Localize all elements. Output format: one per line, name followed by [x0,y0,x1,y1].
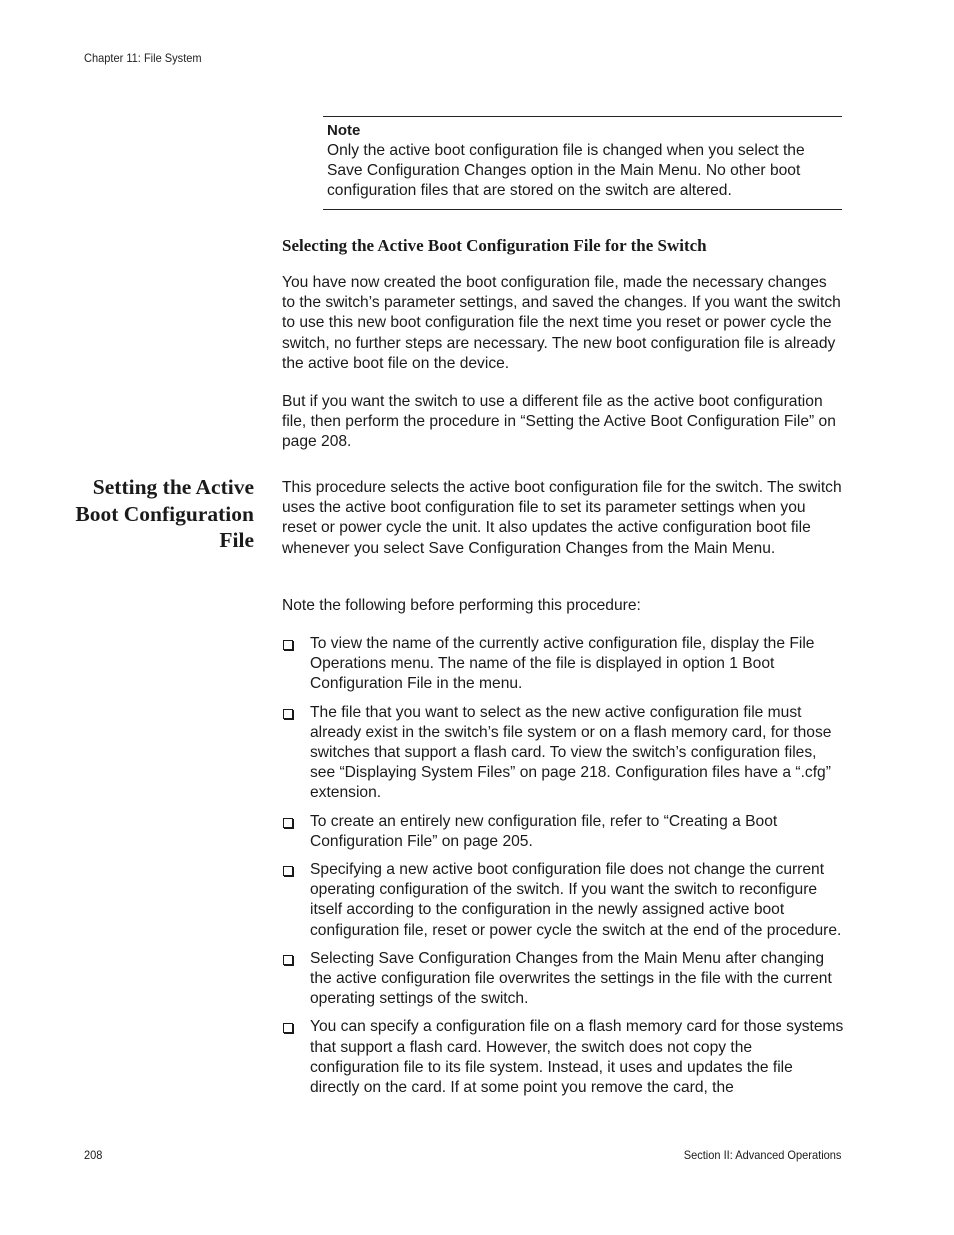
list-item [282,812,844,852]
list-item-text: Selecting Save Configuration Changes from the Main Menu after changing the active configuration file overwrites the settings in the file with the current operating settings of the switch. [310,949,832,1008]
selecting-paragraph-2: But if you want the switch to use a different file as the active boot configuration file, then perform the procedure in “Setting the Active Boot Configuration File” on page 208. [282,393,836,451]
list-item [282,949,844,1010]
checkbox-bullet-icon [283,955,293,965]
checkbox-bullet-icon [283,1023,293,1033]
checkbox-bullet-icon [283,818,293,828]
bullet-list [282,634,844,1106]
setting-heading: Setting the Active Boot Configuration File [75,475,254,552]
selecting-paragraph-1: You have now created the boot configuration file, made the necessary changes to the switch’s parameter settings, and saved the changes. If you want the switch to use this new boot configuration file the next time you reset or power cycle the switch, no further steps are necessary. The new boot configuration file is already the active boot file on the device. [282,274,841,372]
list-item [282,703,844,804]
selecting-heading: Selecting the Active Boot Configuration File for the Switch [282,236,707,255]
setting-lead: Note the following before performing this procedure: [282,597,641,614]
list-item [282,1017,844,1098]
list-item-text: To create an entirely new configuration file, refer to “Creating a Boot Configuration File” on page 205. [310,812,778,850]
note-box [323,116,842,210]
running-header: Chapter 11: File System [84,51,202,65]
list-item-text: To view the name of the currently active configuration file, display the File Operations menu. The name of the file is displayed in option 1 Boot Configuration File in the menu. [310,635,815,693]
running-footer-section: Section II: Advanced Operations [683,1148,841,1162]
list-item-text: Specifying a new active boot configuration file does not change the current operating configuration of the switch. If you want the switch to reconfigure itself according to the configuration in the newly assigned active boot configuration file, reset or power cycle the switch at the end of the procedure. [310,861,842,939]
list-item-text: The file that you want to select as the new active configuration file must already exist in the switch’s file system or on a flash memory card, for those switches that support a flash card. To view the switch’s configuration files, see “Displaying System Files” on page 218. Configuration files have a “.cfg” extension. [310,703,832,802]
page-number: 208 [84,1148,103,1162]
checkbox-bullet-icon [283,640,293,650]
note-body: Only the active boot configuration file is changed when you select the Save Configuration Changes option in the Main Menu. No other boot configuration files that are stored on the switch are altered. [327,142,805,200]
list-item [282,634,844,695]
list-item [282,860,844,941]
list-item-text: You can specify a configuration file on a flash memory card for those systems that support a flash card. However, the switch does not copy the configuration file to its file system. Instead, it uses and updates the file directly on the card. If at some point you remove the card, the [310,1018,844,1097]
checkbox-bullet-icon [283,866,293,876]
checkbox-bullet-icon [283,709,293,719]
note-title: Note [327,122,361,139]
setting-intro: This procedure selects the active boot configuration file for the switch. The switch uses the active boot configuration file to set its parameter settings when you reset or power cycle the unit. It also updates the active configuration boot file whenever you select Save Configuration Changes from the Main Menu. [282,479,842,557]
